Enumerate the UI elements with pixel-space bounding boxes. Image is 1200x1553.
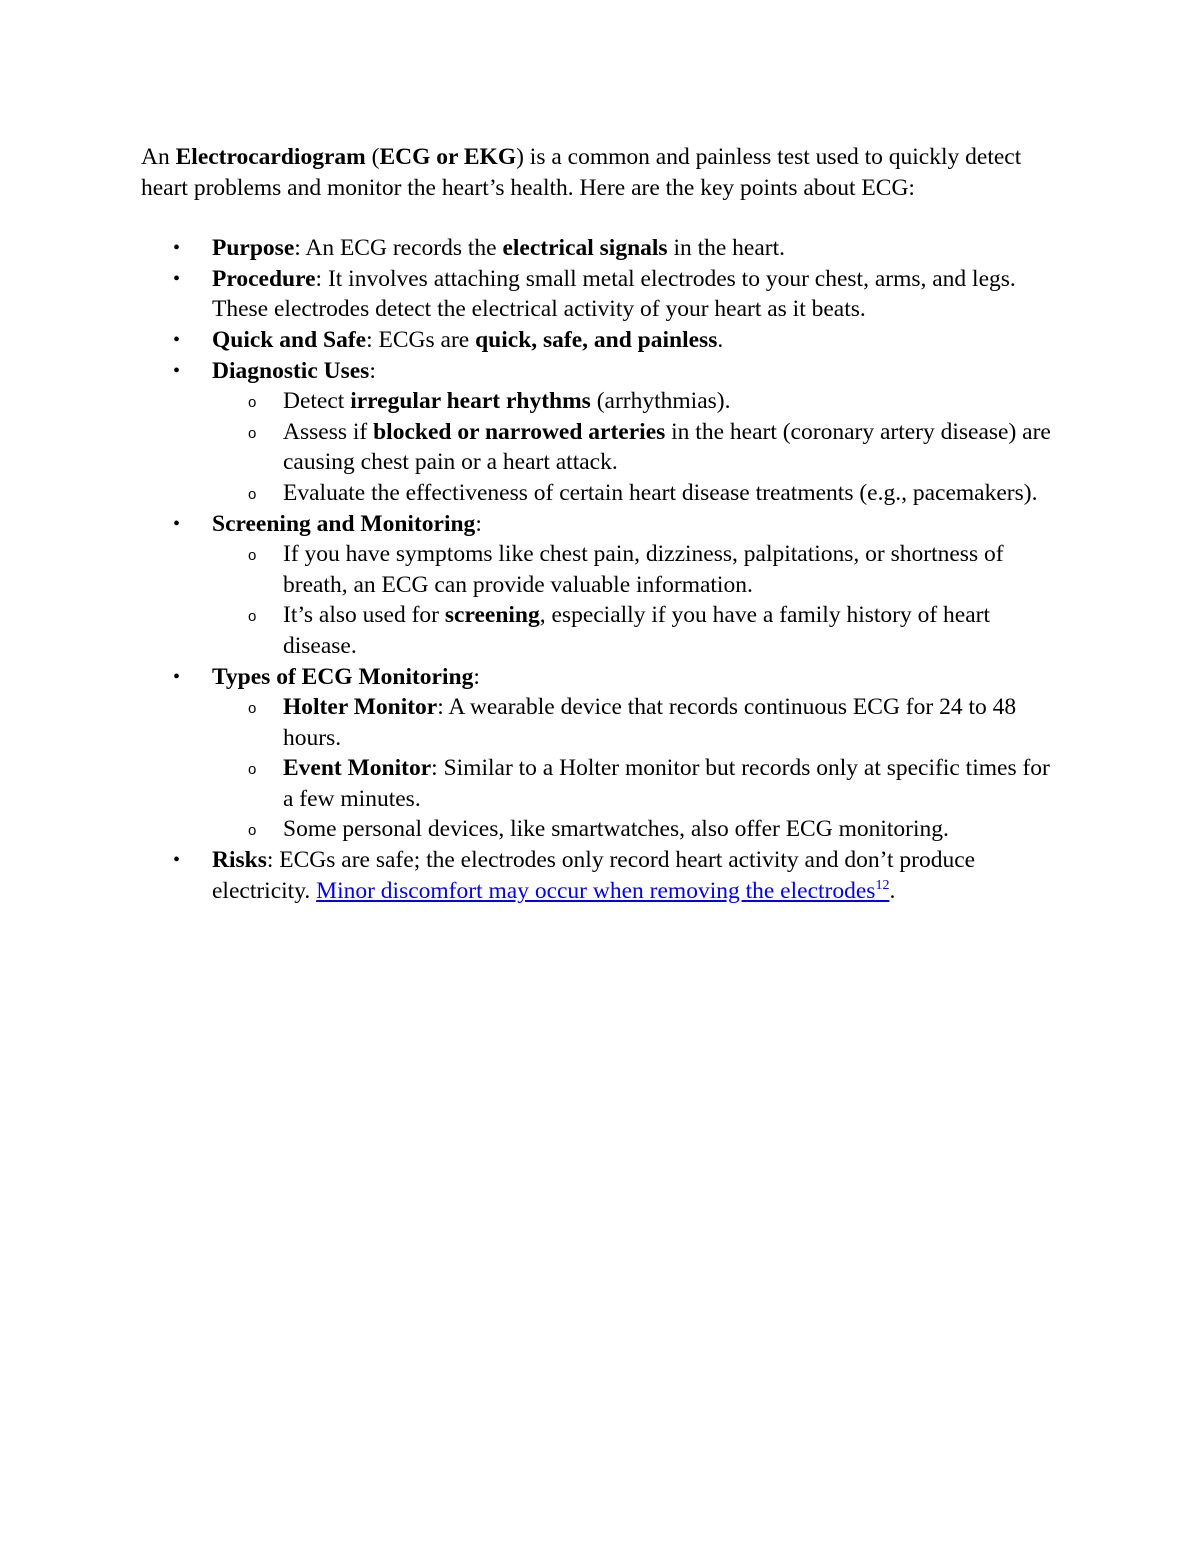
circle-bullet-icon: o bbox=[248, 608, 257, 626]
item-text: : It involves attaching small metal electrodes to your chest, arms, and legs. These electrodes detect the electrical activity of your heart as it beats. bbox=[212, 265, 1016, 323]
circle-bullet-icon: o bbox=[248, 761, 257, 779]
sub-text: in the heart (coronary artery disease) are causing chest pain or a heart attack. bbox=[283, 418, 1051, 476]
bullet-icon: • bbox=[173, 512, 181, 535]
item-bold-text: quick, safe, and painless bbox=[475, 326, 718, 353]
circle-bullet-icon: o bbox=[248, 822, 257, 840]
intro-paragraph bbox=[141, 142, 1056, 203]
sublist-item bbox=[248, 753, 1056, 814]
item-text: : ECGs are bbox=[366, 326, 476, 353]
item-text: : ECGs are safe; the electrodes only record heart activity and don’t produce electricity. bbox=[212, 847, 976, 904]
item-label: Screening and Monitoring bbox=[212, 510, 476, 537]
sub-bold-text: screening bbox=[444, 602, 540, 629]
list-item-diagnostic-uses bbox=[173, 356, 1056, 509]
intro-text: ( bbox=[365, 144, 380, 170]
sub-text: : Similar to a Holter monitor but records only at specific times for a few minutes. bbox=[283, 755, 1050, 812]
list-item-purpose bbox=[173, 233, 1056, 264]
sublist-item bbox=[248, 600, 1056, 661]
list-item-risks bbox=[173, 845, 1056, 906]
sub-text: , especially if you have a family history of heart disease. bbox=[283, 602, 991, 659]
circle-bullet-icon: o bbox=[248, 700, 257, 718]
item-label: Purpose bbox=[212, 235, 295, 262]
sub-text: Detect bbox=[283, 388, 351, 415]
sublist-item bbox=[248, 417, 1056, 478]
item-text: : bbox=[475, 510, 482, 537]
key-points-list bbox=[141, 233, 1056, 906]
citation-link[interactable] bbox=[316, 878, 889, 904]
bullet-icon: • bbox=[173, 359, 181, 382]
sublist-item bbox=[248, 692, 1056, 753]
item-text: : bbox=[369, 357, 376, 384]
bullet-icon: • bbox=[173, 267, 181, 290]
item-label: Types of ECG Monitoring bbox=[212, 663, 474, 690]
sublist-item bbox=[248, 386, 1056, 417]
item-text: in the heart. bbox=[667, 235, 786, 262]
intro-term-ecg-ekg: ECG or EKG bbox=[379, 144, 517, 170]
item-bold-text: electrical signals bbox=[502, 235, 668, 262]
citation-superscript[interactable]: 12 bbox=[875, 877, 890, 893]
list-item-procedure bbox=[173, 264, 1056, 325]
intro-text: ) is a common and painless test used to quickly detect heart problems and monitor the heart’s health. Here are the key points about ECG: bbox=[141, 144, 1022, 201]
document-page bbox=[141, 142, 1056, 906]
sub-bold-text: blocked or narrowed arteries bbox=[373, 418, 666, 445]
sub-text: It’s also used for bbox=[283, 602, 445, 629]
bullet-icon: • bbox=[173, 237, 181, 260]
item-text: . bbox=[889, 877, 896, 904]
sub-text: Evaluate the effectiveness of certain heart disease treatments (e.g., pacemakers). bbox=[283, 479, 1038, 506]
item-label: Quick and Safe bbox=[212, 326, 367, 353]
intro-text: An bbox=[141, 144, 176, 170]
list-item-quick-safe bbox=[173, 325, 1056, 356]
sub-text: : A wearable device that records continuous ECG for 24 to 48 hours. bbox=[283, 694, 1017, 751]
circle-bullet-icon: o bbox=[248, 485, 257, 503]
screening-sublist bbox=[212, 539, 1056, 661]
sublist-item bbox=[248, 539, 1056, 600]
citation-link-text[interactable]: Minor discomfort may occur when removing the electrodes bbox=[316, 877, 876, 904]
sub-bold-text: irregular heart rhythms bbox=[350, 388, 591, 415]
circle-bullet-icon: o bbox=[248, 424, 257, 442]
sub-text: Some personal devices, like smartwatches, also offer ECG monitoring. bbox=[283, 816, 949, 843]
sub-text: (arrhythmias). bbox=[590, 388, 731, 415]
list-item-screening-monitoring bbox=[173, 509, 1056, 662]
item-label: Risks bbox=[212, 847, 267, 874]
circle-bullet-icon: o bbox=[248, 394, 257, 412]
bullet-icon: • bbox=[173, 328, 181, 351]
intro-term-electrocardiogram: Electrocardiogram bbox=[175, 144, 366, 170]
item-label: Diagnostic Uses bbox=[212, 357, 370, 384]
item-label: Procedure bbox=[212, 265, 316, 292]
diagnostic-sublist bbox=[212, 386, 1056, 508]
types-sublist bbox=[212, 692, 1056, 845]
item-text: . bbox=[717, 326, 724, 353]
sub-text: Assess if bbox=[283, 418, 374, 445]
bullet-icon: • bbox=[173, 665, 181, 688]
list-item-types-ecg-monitoring bbox=[173, 662, 1056, 846]
sublist-item bbox=[248, 814, 1056, 845]
circle-bullet-icon: o bbox=[248, 547, 257, 565]
bullet-icon: • bbox=[173, 849, 181, 872]
sub-text: If you have symptoms like chest pain, dizziness, palpitations, or shortness of breath, an ECG can provide valuable information. bbox=[283, 541, 1004, 598]
item-text: : An ECG records the bbox=[294, 235, 503, 262]
sub-bold-text: Event Monitor bbox=[283, 755, 432, 782]
sub-bold-text: Holter Monitor bbox=[283, 694, 438, 721]
sublist-item bbox=[248, 478, 1056, 509]
item-text: : bbox=[473, 663, 480, 690]
